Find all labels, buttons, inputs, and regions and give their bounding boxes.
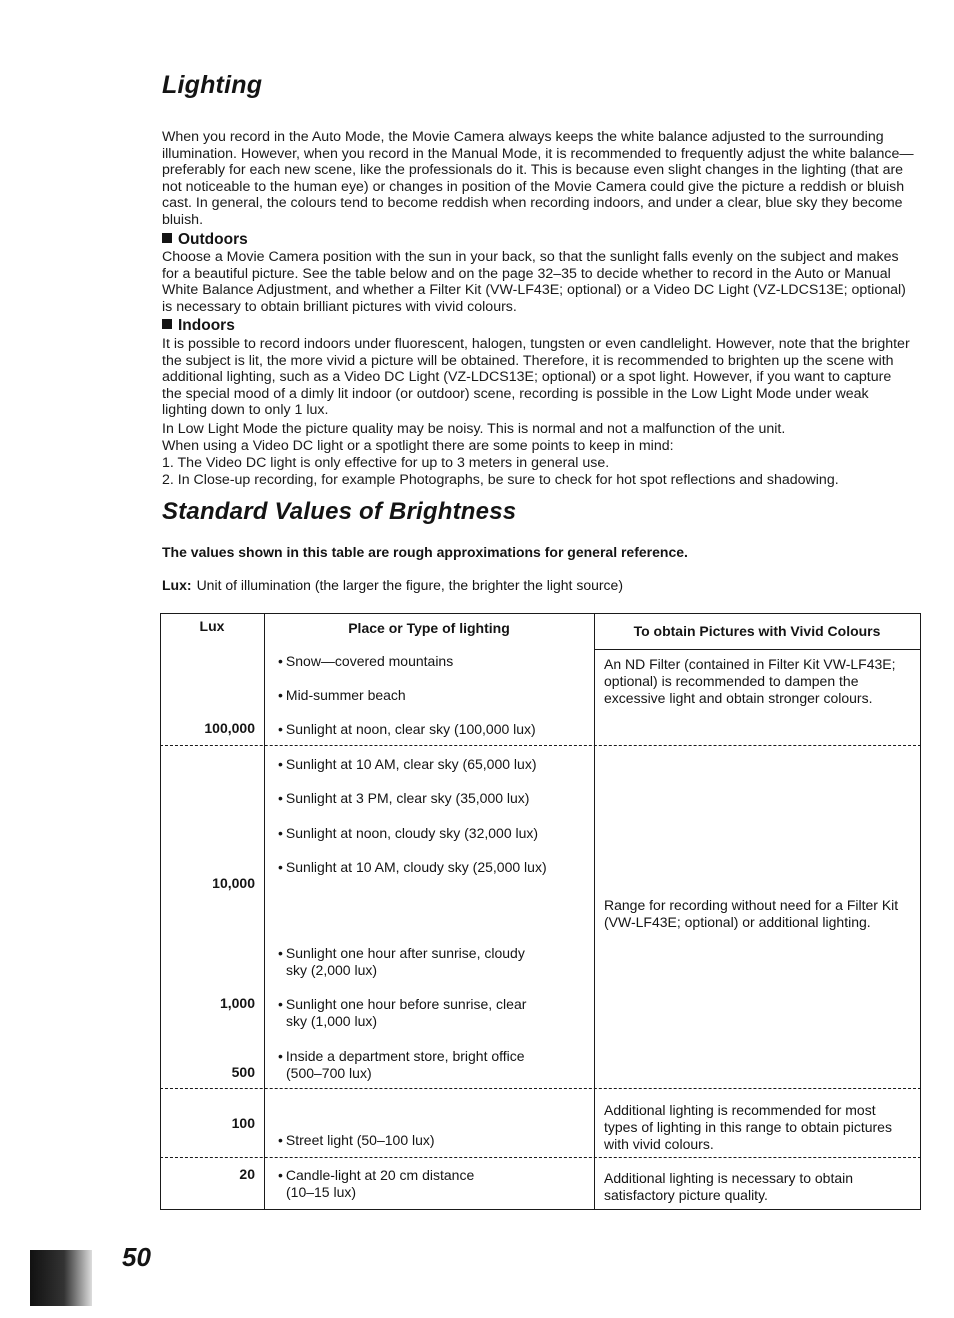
header-obtain: To obtain Pictures with Vivid Colours (633, 623, 881, 639)
bullet-icon: • (278, 859, 283, 875)
column-divider-1 (264, 613, 265, 1210)
square-bullet-icon (162, 319, 172, 329)
lux-500: 500 (231, 1064, 255, 1080)
indoors-heading (162, 317, 235, 335)
square-bullet-icon (162, 233, 172, 243)
indoors-text: It is possible to record indoors under fluorescent, halogen, tungsten or even candlelight. However, note that the brighter the subject is lit, the more vivid a picture will be obtained. Therefore, it is recommended to brighten up the scene with additional lighting, such as a Video DC Light (VZ-LDCS13E; optional) or a spot light. However, if you want to capture the special mood of a dimly lit indoor (or outdoor) scene, recording is possible in the Low Light Mode under weak lighting down to only 1 lux. (162, 336, 910, 418)
header-divider (594, 649, 921, 650)
lux-20: 20 (239, 1166, 255, 1182)
column-divider-2 (594, 613, 595, 1210)
list-item (278, 1167, 578, 1201)
list-item (278, 756, 578, 773)
item-label-continued: (10–15 lux) (286, 1184, 357, 1200)
list-item (278, 945, 578, 979)
list-item (278, 996, 578, 1030)
item-label-continued: (500–700 lux) (286, 1065, 372, 1081)
bullet-icon: • (278, 687, 283, 703)
list-item (278, 721, 578, 738)
item-label: Sunlight at 3 PM, clear sky (35,000 lux) (285, 790, 530, 806)
row-divider-3 (160, 1157, 921, 1158)
points-intro: When using a Video DC light or a spotlight there are some points to keep in mind: (162, 438, 674, 454)
table-border-bottom (160, 1209, 921, 1210)
page-number: 50 (122, 1242, 151, 1272)
lux-definition-text: Unit of illumination (the larger the figure, the brighter the light source) (196, 577, 624, 593)
bullet-icon: • (278, 1167, 283, 1183)
list-item (278, 859, 578, 876)
lux-label: Lux: (162, 577, 192, 593)
list-item (278, 825, 578, 842)
outdoors-heading-label: Outdoors (178, 231, 248, 248)
item-label: Candle-light at 20 cm distance (285, 1167, 475, 1183)
item-label: Sunlight one hour after sunrise, cloudy (285, 945, 525, 961)
advice-additional-most: Additional lighting is recommended for most types of lighting in this range to obtain pictures with vivid colours. (604, 1102, 892, 1152)
bullet-icon: • (278, 790, 283, 806)
brightness-note: The values shown in this table are rough approximations for general reference. (162, 544, 688, 560)
item-label: Sunlight at 10 AM, clear sky (65,000 lux) (285, 756, 537, 772)
advice-range: Range for recording without need for a Filter Kit (VW-LF43E; optional) or additional lighting. (604, 897, 899, 930)
outdoors-heading (162, 231, 248, 249)
table-border-top (160, 613, 921, 614)
bullet-icon: • (278, 996, 283, 1012)
lux-100: 100 (231, 1115, 255, 1131)
item-label-continued: sky (1,000 lux) (286, 1013, 378, 1029)
item-label: Sunlight at noon, clear sky (100,000 lux) (285, 721, 536, 737)
list-item (278, 653, 578, 670)
bullet-icon: • (278, 1048, 283, 1064)
item-label: Snow—covered mountains (285, 653, 454, 669)
header-place: Place or Type of lighting (348, 620, 510, 636)
bullet-icon: • (278, 1132, 283, 1148)
list-item (278, 790, 578, 807)
lux-definition (162, 577, 623, 593)
outdoors-text: Choose a Movie Camera position with the sun in your back, so that the sunlight falls evenly on the subject and makes for a beautiful picture. See the table below and on the page 32–35 to decide whether to record in the Auto or Manual White Balance Adjustment, and whether a Filter Kit (VW-LF43E; optional) or a Video DC Light (VZ-LDCS13E; optional) is necessary to obtain brilliant pictures with vivid colours. (162, 249, 906, 315)
bullet-icon: • (278, 653, 283, 669)
lowlight-note: In Low Light Mode the picture quality may be noisy. This is normal and not a malfunction of the unit. (162, 421, 786, 437)
lux-10000: 10,000 (212, 875, 255, 891)
bullet-icon: • (278, 825, 283, 841)
bullet-icon: • (278, 721, 283, 737)
item-label-continued: sky (2,000 lux) (286, 962, 378, 978)
advice-additional-necessary: Additional lighting is necessary to obtain satisfactory picture quality. (604, 1170, 854, 1203)
bullet-icon: • (278, 945, 283, 961)
lighting-intro: When you record in the Auto Mode, the Movie Camera always keeps the white balance adjusted to the surrounding illumination. However, when you record in the Manual Mode, it is recommended to frequently adjust the white balance—preferably for each new scene, like the professionals do it. This is because even slight changes in the lighting (that are not noticeable to the human eye) or changes in position of the Movie Camera could give the picture a reddish or bluish cast. In general, the colours tend to become reddish when recording indoors, and under a clear, blue sky they become bluish. (162, 129, 914, 228)
lighting-title: Lighting (162, 71, 263, 99)
page-edge-shadow (30, 1250, 92, 1306)
advice-nd-filter: An ND Filter (contained in Filter Kit VW-LF43E; optional) is recommended to dampen the excessive light and obtain stronger colours. (604, 656, 896, 706)
header-lux: Lux (199, 618, 225, 634)
item-label: Street light (50–100 lux) (285, 1132, 435, 1148)
item-label: Inside a department store, bright office (285, 1048, 525, 1064)
point-1: 1. The Video DC light is only effective for up to 3 meters in general use. (162, 455, 610, 471)
table-border-left (160, 613, 161, 1210)
brightness-title: Standard Values of Brightness (162, 498, 517, 525)
item-label: Sunlight one hour before sunrise, clear (285, 996, 527, 1012)
item-label: Sunlight at noon, cloudy sky (32,000 lux) (285, 825, 539, 841)
lux-100000: 100,000 (204, 720, 255, 736)
list-item (278, 1048, 578, 1082)
indoors-heading-label: Indoors (178, 317, 235, 334)
lux-1000: 1,000 (219, 995, 255, 1011)
row-divider-1 (160, 745, 921, 746)
table-border-right (920, 613, 921, 1210)
item-label: Sunlight at 10 AM, cloudy sky (25,000 lux) (285, 859, 547, 875)
row-divider-2 (160, 1088, 921, 1089)
bullet-icon: • (278, 756, 283, 772)
point-2: 2. In Close-up recording, for example Photographs, be sure to check for hot spot reflections and shadowing. (162, 472, 839, 488)
item-label: Mid-summer beach (285, 687, 406, 703)
list-item (278, 1132, 578, 1149)
list-item (278, 687, 578, 704)
